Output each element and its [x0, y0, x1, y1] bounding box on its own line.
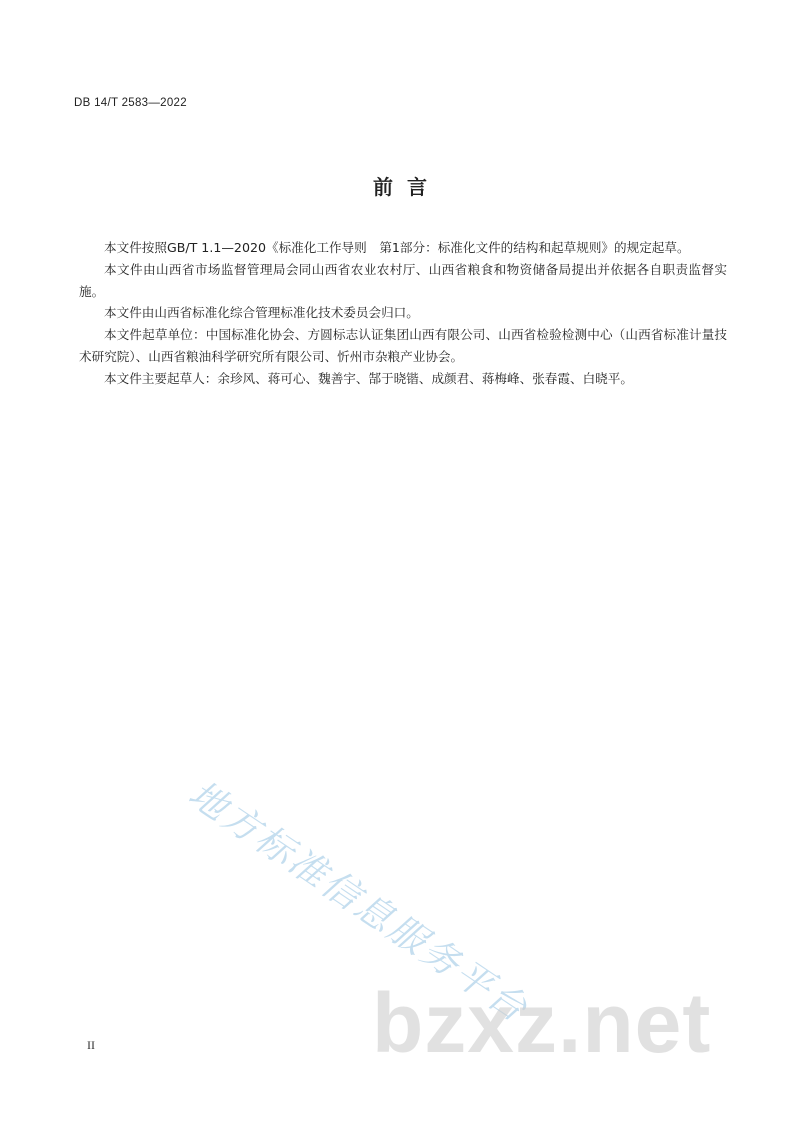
site-watermark: bzxz.net [372, 976, 712, 1070]
paragraph-drafting-rules: 本文件按照GB/T 1.1—2020《标准化工作导则 第1部分：标准化文件的结构和起草规则》的规定起草。 [104, 240, 690, 255]
foreword-body [79, 237, 727, 390]
paragraph-proposer: 本文件由山西省市场监督管理局会同山西省农业农村厅、山西省粮食和物资储备局提出并依据各自职责监督实施。 [79, 261, 727, 299]
paragraph-drafting-units: 本文件起草单位：中国标准化协会、方圆标志认证集团山西有限公司、山西省检验检测中心（山西省标准计量技术研究院）、山西省粮油科学研究所有限公司、忻州市杂粮产业协会。 [79, 327, 727, 364]
page-number: II [87, 1038, 95, 1052]
platform-watermark: 地方标准信息服务平台 [181, 772, 537, 1032]
paragraph-drafters: 本文件主要起草人：余珍风、蒋可心、魏善宇、郜于晓锴、成颜君、蒋梅峰、张春霞、白晓平。 [104, 370, 633, 386]
document-code: DB 14/T 2583—2022 [74, 97, 187, 109]
page-title: 前言 [373, 175, 441, 199]
paragraph-centralized-management: 本文件由山西省标准化综合管理标准化技术委员会归口。 [104, 305, 419, 321]
